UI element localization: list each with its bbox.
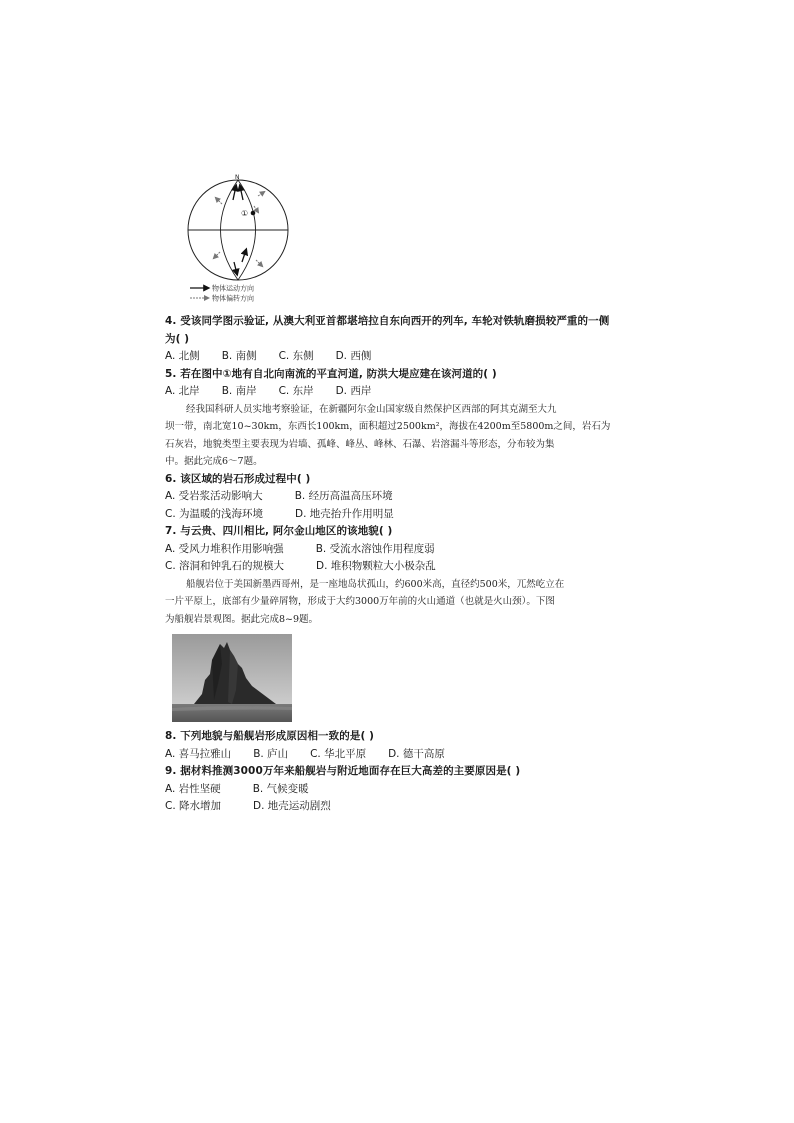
deflection-arrow-2 (258, 192, 264, 196)
q4-options (165, 348, 635, 366)
q6-stem: 6. 该区域的岩石形成过程中( ) (165, 472, 311, 485)
q8-options (165, 746, 635, 764)
q5-option-b: B. 南岸 (221, 385, 257, 397)
shiprock-illustration (172, 634, 292, 722)
q4-option-b: B. 南侧 (221, 350, 257, 362)
globe-figure (178, 170, 298, 305)
material2-line2: 一片平原上，底部有少量碎屑物，形成于大约3000万年前的火山通道（也就是火山颈）。下图 (165, 596, 555, 607)
material2-line3: 为船舰岩景观图。据此完成8~9题。 (165, 613, 319, 625)
q7-option-d: D. 堆积物颗粒大小极杂乱 (316, 560, 436, 572)
q8-option-a: A. 喜马拉雅山 (165, 747, 232, 760)
q9-stem: 9. 据材料推测3000万年来船舰岩与附近地面存在巨大高差的主要原因是( ) (165, 765, 521, 777)
q9-options-row1 (165, 781, 635, 799)
q6-option-c: C. 为温暖的浅海环境 (165, 507, 264, 520)
q6-options-row1 (165, 488, 635, 506)
q6-options-row2 (165, 506, 635, 524)
point-marker (251, 211, 256, 216)
motion-arrow-se (242, 250, 246, 262)
legend-label-motion: 物体运动方向 (212, 284, 254, 293)
point-label: ① (241, 209, 249, 218)
q9-option-b: B. 气候变暖 (252, 782, 309, 795)
q7-options-row1 (165, 541, 635, 559)
q9-option-c: C. 降水增加 (165, 800, 222, 812)
q6-option-d: D. 地壳抬升作用明显 (295, 507, 394, 520)
deflection-arrow-4 (256, 260, 262, 266)
motion-arrow-ne (240, 186, 243, 200)
q7-option-a: A. 受风力堆积作用影响强 (165, 542, 284, 555)
deflection-arrow-1 (216, 198, 222, 204)
q7-stem: 7. 与云贵、四川相比, 阿尔金山地区的该地貌( ) (165, 525, 393, 537)
q5-option-a: A. 北岸 (165, 385, 200, 397)
q9-option-a: A. 岩性坚硬 (165, 782, 221, 795)
q7-option-c: C. 溶洞和钟乳石的规模大 (165, 560, 285, 572)
motion-arrow-sw (234, 262, 237, 274)
q4-option-a: A. 北侧 (165, 350, 200, 362)
q6-option-a: A. 受岩浆活动影响大 (165, 490, 263, 502)
q9-options-row2 (165, 798, 635, 816)
q4-stem-line1: 4. 受该同学图示验证, 从澳大利亚首都堪培拉自东向西开的列车, 车轮对铁轨磨损较严重的一侧 (165, 315, 610, 327)
question-content (165, 313, 635, 816)
material2-line1: 船舰岩位于美国新墨西哥州，是一座地岛状孤山，约600米高，直径约500米，兀然屹立在 (186, 578, 565, 590)
deflection-arrow-5 (254, 206, 258, 212)
q4-option-d: D. 西侧 (335, 350, 372, 362)
material1-line3: 石灰岩，地貌类型主要表现为岩墙、孤峰、峰丛、峰林、石瀑、岩溶漏斗等形态，分布较为集 (165, 438, 555, 450)
q4-option-c: C. 东侧 (278, 350, 314, 362)
deflection-diagram (178, 170, 298, 305)
q9-option-d: D. 地壳运动剧烈 (253, 800, 331, 812)
material1-line2: 坝一带，南北宽10~30km，东西长100km，面积超过2500km²，海拔在4200m至5800m之间，岩石为 (165, 421, 611, 432)
q8-option-c: C. 华北平原 (310, 747, 367, 760)
deflection-arrow-3 (214, 252, 220, 258)
material1-line1: 经我国科研人员实地考察验证，在新疆阿尔金山国家级自然保护区西部的阿其克湖至大九 (186, 403, 557, 415)
motion-arrow-nw (233, 186, 236, 200)
shiprock-photo (172, 634, 292, 722)
q7-option-b: B. 受流水溶蚀作用程度弱 (315, 542, 435, 555)
q5-options (165, 383, 635, 401)
q6-option-b: B. 经历高温高压环境 (294, 490, 393, 502)
q8-option-b: B. 庐山 (253, 747, 289, 760)
legend-label-deflection: 物体偏转方向 (212, 294, 254, 303)
q5-option-c: C. 东岸 (278, 385, 314, 397)
material1-line4: 中。据此完成6～7题。 (165, 456, 263, 467)
q7-options-row2 (165, 558, 635, 576)
q4-stem-line2: 为( ) (165, 332, 190, 345)
q5-option-d: D. 西岸 (335, 385, 372, 397)
q8-option-d: D. 德干高原 (388, 747, 445, 760)
q8-stem: 8. 下列地貌与船舰岩形成原因相一致的是( ) (165, 730, 375, 742)
north-label: N (235, 174, 240, 181)
q5-stem: 5. 若在图中①地有自北向南流的平直河道, 防洪大堤应建在该河道的( ) (165, 367, 497, 380)
